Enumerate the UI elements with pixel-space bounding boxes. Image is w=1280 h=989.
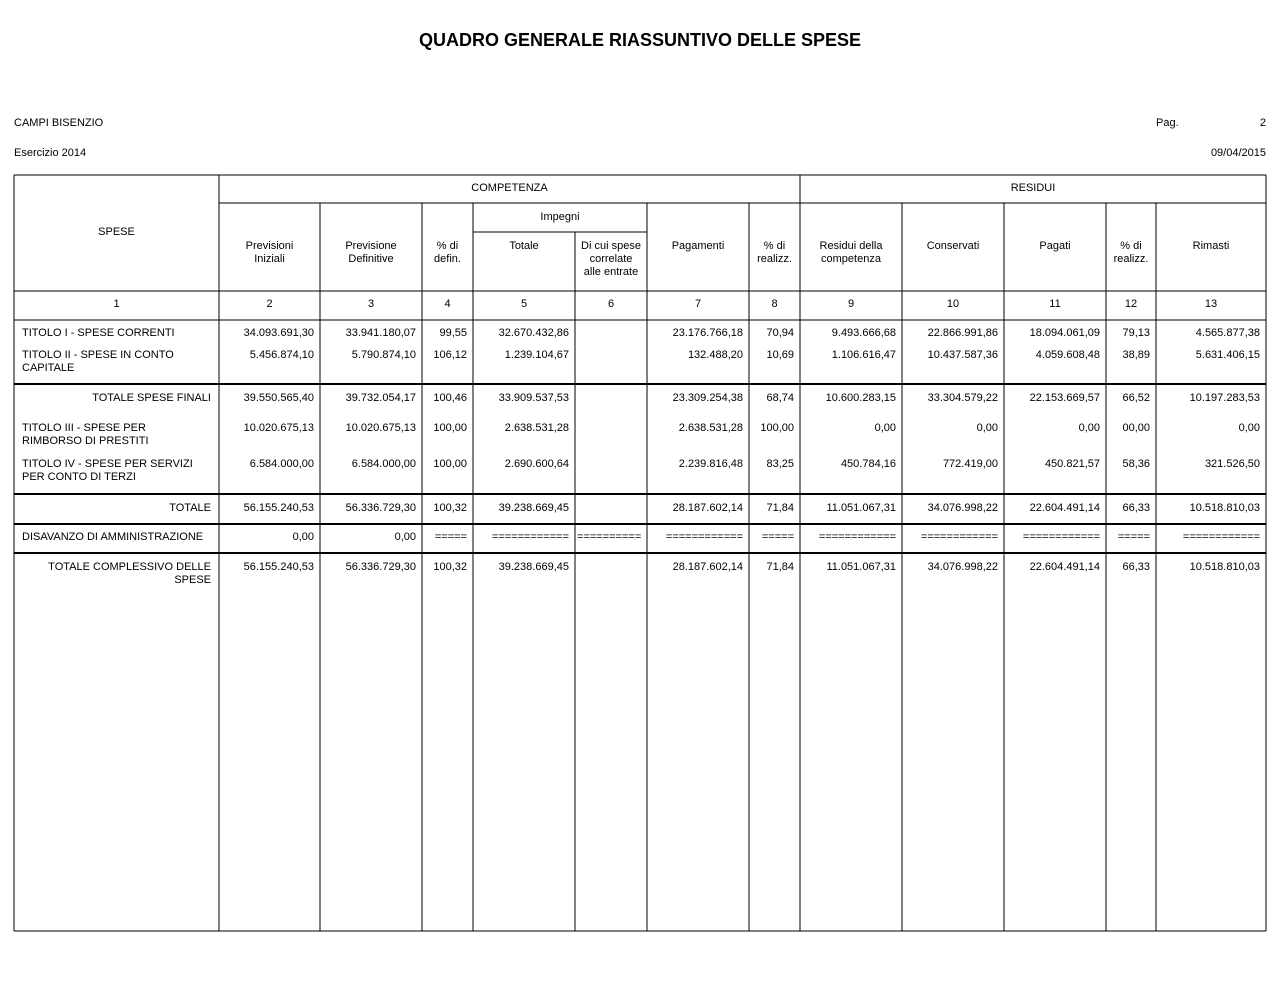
column-header: Pagamenti: [671, 240, 725, 252]
table-cell: 22.153.669,57: [1029, 392, 1100, 404]
table-cell: 66,33: [1122, 502, 1150, 514]
table-cell: 10.020.675,13: [243, 422, 314, 434]
table-cell: 83,25: [766, 458, 794, 470]
table-cell: 39.732.054,17: [345, 392, 416, 404]
table-cell: ============: [665, 531, 743, 543]
table-cell: =====: [434, 531, 467, 543]
table-cell: ============: [920, 531, 998, 543]
column-number: 5: [520, 298, 528, 310]
table-cell: 38,89: [1122, 349, 1150, 361]
table-cell: 10.197.283,53: [1189, 392, 1260, 404]
table-cell: 33.909.537,53: [498, 392, 569, 404]
table-cell: 5.631.406,15: [1195, 349, 1260, 361]
table-cell: 34.076.998,22: [927, 561, 998, 573]
column-header: Conservati: [926, 240, 980, 252]
fiscal-year: Esercizio 2014: [14, 147, 87, 159]
header-residui: RESIDUI: [1010, 182, 1056, 194]
table-cell: 321.526,50: [1204, 458, 1260, 470]
table-cell: ============: [1182, 531, 1260, 543]
column-number: 3: [367, 298, 375, 310]
column-header: Rimasti: [1192, 240, 1230, 252]
table-cell: 0,00: [874, 422, 896, 434]
table-cell: 28.187.602,14: [672, 561, 743, 573]
table-cell: 106,12: [433, 349, 467, 361]
table-cell: =====: [761, 531, 794, 543]
table-cell: 39.238.669,45: [498, 561, 569, 573]
table-cell: 71,84: [766, 502, 794, 514]
table-cell: 22.604.491,14: [1029, 561, 1100, 573]
table-cell: 100,46: [433, 392, 467, 404]
table-cell: 0,00: [1078, 422, 1100, 434]
table-cell: 00,00: [1122, 422, 1150, 434]
table-cell: 1.106.616,47: [831, 349, 896, 361]
column-header: Residui della competenza: [819, 240, 883, 265]
table-cell: 6.584.000,00: [249, 458, 314, 470]
table-cell: 5.456.874,10: [249, 349, 314, 361]
header-competenza: COMPETENZA: [471, 182, 548, 194]
table-cell: 2.638.531,28: [678, 422, 743, 434]
table-cell: 10,69: [766, 349, 794, 361]
table-cell: 70,94: [766, 327, 794, 339]
table-cell: 33.941.180,07: [345, 327, 416, 339]
column-number: 11: [1049, 298, 1061, 310]
table-cell: ============: [491, 531, 569, 543]
column-header: Previsioni Iniziali: [245, 240, 294, 265]
table-cell: 10.518.810,03: [1189, 561, 1260, 573]
column-number: 2: [266, 298, 273, 310]
table-cell: 0,00: [1238, 422, 1260, 434]
column-number: 10: [946, 298, 960, 310]
table-cell: =====: [1117, 531, 1150, 543]
table-cell: 0,00: [292, 531, 314, 543]
table-cell: 0,00: [976, 422, 998, 434]
table-cell: 33.304.579,22: [927, 392, 998, 404]
column-number: 8: [771, 298, 778, 310]
table-cell: 68,74: [766, 392, 794, 404]
row-label: TITOLO IV - SPESE PER SERVIZI PER CONTO DI TERZI: [22, 458, 193, 483]
page-title: QUADRO GENERALE RIASSUNTIVO DELLE SPESE: [418, 30, 862, 50]
table-cell: 772.419,00: [942, 458, 998, 470]
table-cell: 450.821,57: [1044, 458, 1100, 470]
row-label: TITOLO III - SPESE PER RIMBORSO DI PRESTITI: [22, 422, 149, 447]
table-cell: 10.518.810,03: [1189, 502, 1260, 514]
table-cell: 100,00: [760, 422, 794, 434]
row-label: TOTALE SPESE FINALI: [92, 392, 211, 404]
row-label: TOTALE COMPLESSIVO DELLE SPESE: [48, 561, 211, 586]
table-cell: 39.238.669,45: [498, 502, 569, 514]
table-cell: 99,55: [439, 327, 467, 339]
column-header: % di realizz.: [1113, 240, 1149, 265]
table-cell: 2.690.600,64: [504, 458, 569, 470]
table-cell: 2.638.531,28: [504, 422, 569, 434]
entity-name: CAMPI BISENZIO: [14, 117, 104, 129]
page-number: 2: [1259, 117, 1266, 129]
table-cell: 450.784,16: [840, 458, 896, 470]
column-number: 7: [694, 298, 702, 310]
table-cell: ============: [1022, 531, 1100, 543]
table-cell: 56.336.729,30: [345, 502, 416, 514]
row-label: TOTALE: [169, 502, 211, 514]
table-cell: 34.076.998,22: [927, 502, 998, 514]
table-cell: 0,00: [394, 531, 416, 543]
table-cell: 132.488,20: [687, 349, 743, 361]
report-date: 09/04/2015: [1210, 147, 1266, 159]
table-cell: 1.239.104,67: [504, 349, 569, 361]
column-header: Di cui spese correlate alle entrate: [581, 240, 641, 278]
table-cell: 11.051.067,31: [826, 561, 896, 573]
table-cell: 66,52: [1122, 392, 1150, 404]
column-header: Totale: [509, 240, 539, 252]
table-cell: 79,13: [1122, 327, 1150, 339]
table-cell: 100,32: [433, 502, 467, 514]
column-number: 6: [607, 298, 615, 310]
table-cell: 39.550.565,40: [243, 392, 314, 404]
table-cell: ==========: [577, 531, 642, 543]
table-cell: 66,33: [1122, 561, 1150, 573]
column-header: Pagati: [1039, 240, 1071, 252]
table-cell: 22.604.491,14: [1029, 502, 1100, 514]
table-cell: 4.565.877,38: [1195, 327, 1260, 339]
table-cell: 5.790.874,10: [351, 349, 416, 361]
column-header: % di realizz.: [757, 240, 792, 265]
table-cell: 56.336.729,30: [345, 561, 416, 573]
table-cell: 11.051.067,31: [826, 502, 896, 514]
table-cell: 71,84: [766, 561, 794, 573]
table-cell: 100,00: [433, 422, 467, 434]
header-impegni: Impegni: [540, 211, 580, 223]
table-cell: 4.059.608,48: [1035, 349, 1100, 361]
table-cell: 9.493.666,68: [831, 327, 896, 339]
row-label: TITOLO II - SPESE IN CONTO CAPITALE: [22, 349, 174, 374]
column-number: 9: [847, 298, 855, 310]
column-number: 1: [113, 298, 120, 310]
table-cell: 100,32: [433, 561, 467, 573]
header-spese: SPESE: [98, 226, 135, 238]
table-cell: 34.093.691,30: [243, 327, 314, 339]
table-cell: 23.176.766,18: [672, 327, 743, 339]
table-cell: 100,00: [433, 458, 467, 470]
row-label: TITOLO I - SPESE CORRENTI: [22, 327, 175, 339]
table-cell: 2.239.816,48: [678, 458, 743, 470]
table-cell: 18.094.061,09: [1029, 327, 1100, 339]
table-cell: 23.309.254,38: [672, 392, 743, 404]
table-cell: 56.155.240,53: [243, 502, 314, 514]
column-number: 13: [1204, 298, 1218, 310]
page-label: Pag.: [1156, 117, 1179, 129]
table-cell: 22.866.991,86: [927, 327, 998, 339]
table-cell: 6.584.000,00: [351, 458, 416, 470]
table-cell: 10.437.587,36: [927, 349, 998, 361]
table-cell: 10.020.675,13: [345, 422, 416, 434]
table-cell: 58,36: [1122, 458, 1150, 470]
column-header: % di defin.: [434, 240, 461, 265]
table-cell: 10.600.283,15: [825, 392, 896, 404]
column-header: Previsione Definitive: [345, 240, 397, 265]
table-cell: 32.670.432,86: [498, 327, 569, 339]
row-label: DISAVANZO DI AMMINISTRAZIONE: [22, 531, 204, 543]
column-number: 12: [1124, 298, 1138, 310]
table-cell: 56.155.240,53: [243, 561, 314, 573]
table-cell: ============: [818, 531, 896, 543]
table-cell: 28.187.602,14: [672, 502, 743, 514]
column-number: 4: [444, 298, 451, 310]
